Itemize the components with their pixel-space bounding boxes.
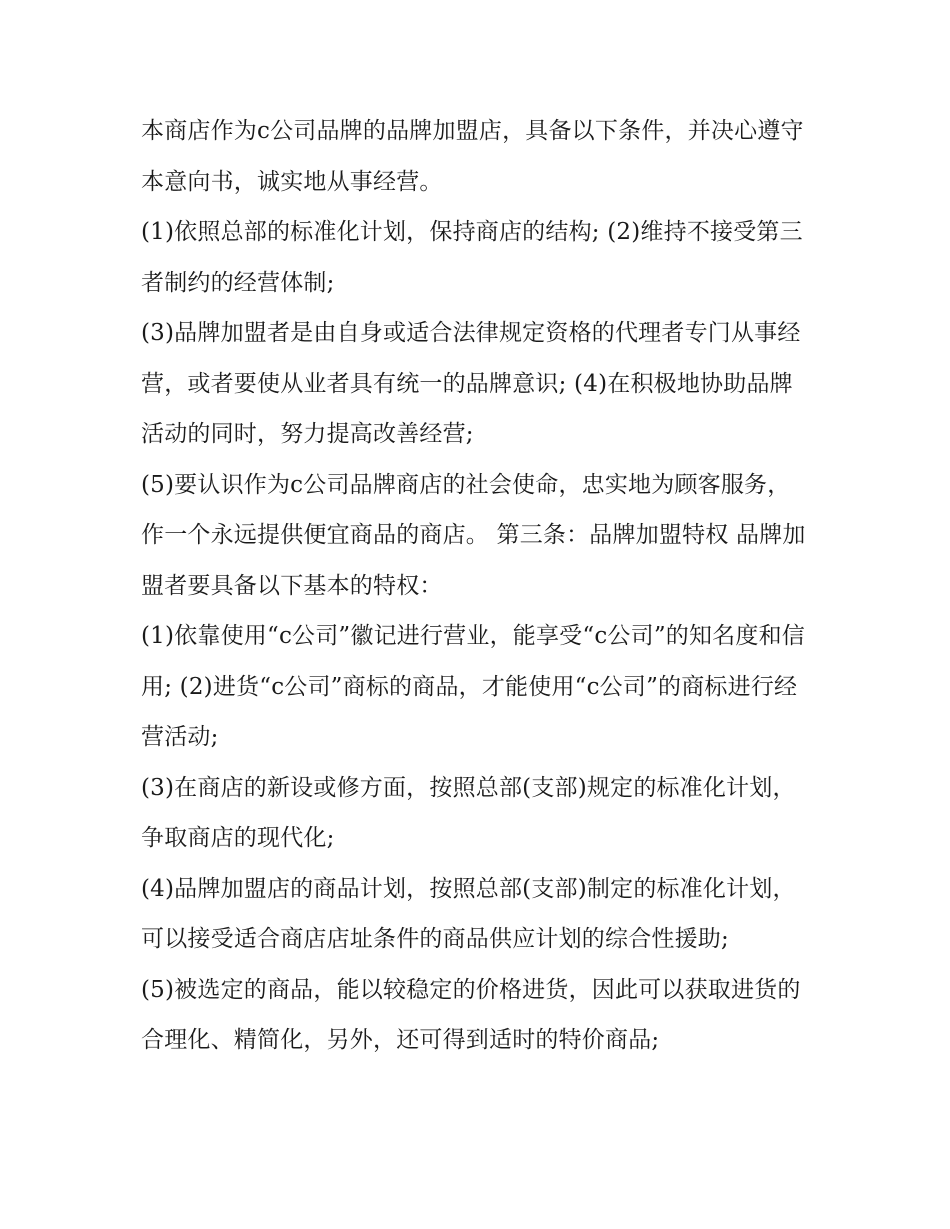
paragraph-privileges-1-2: (1)依靠使用“c公司”徽记进行营业，能享受“c公司”的知名度和信用; (2)进货“c公司”商标的商品，才能使用“c公司”的商标进行经营活动; (141, 623, 805, 750)
paragraph-condition-5-article-3: (5)要认识作为c公司品牌商店的社会使命，忠实地为顾客服务，作一个永远提供便宜商品的商店。 第三条：品牌加盟特权 品牌加盟者要具备以下基本的特权： (141, 471, 806, 599)
paragraph-conditions-3-4: (3)品牌加盟者是由自身或适合法律规定资格的代理者专门从事经营，或者要使从业者具有统一的品牌意识; (4)在积极地协助品牌活动的同时，努力提高改善经营; (141, 320, 801, 447)
paragraph-privilege-3: (3)在商店的新设或修方面，按照总部(支部)规定的标准化计划，争取商店的现代化; (141, 774, 796, 851)
body-text (141, 106, 811, 1066)
paragraph-intro: 本商店作为c公司品牌的品牌加盟店，具备以下条件，并决心遵守本意向书，诚实地从事经营。 (141, 118, 804, 195)
paragraph-privilege-4: (4)品牌加盟店的商品计划，按照总部(支部)制定的标准化计划，可以接受适合商店店址条件的商品供应计划的综合性援助; (141, 875, 796, 952)
paragraph-conditions-1-2: (1)依照总部的标准化计划，保持商店的结构; (2)维持不接受第三者制约的经营体制; (141, 219, 803, 296)
paragraph-privilege-5: (5)被选定的商品，能以较稳定的价格进货，因此可以获取进货的合理化、精简化，另外，还可得到适时的特价商品; (141, 976, 801, 1053)
